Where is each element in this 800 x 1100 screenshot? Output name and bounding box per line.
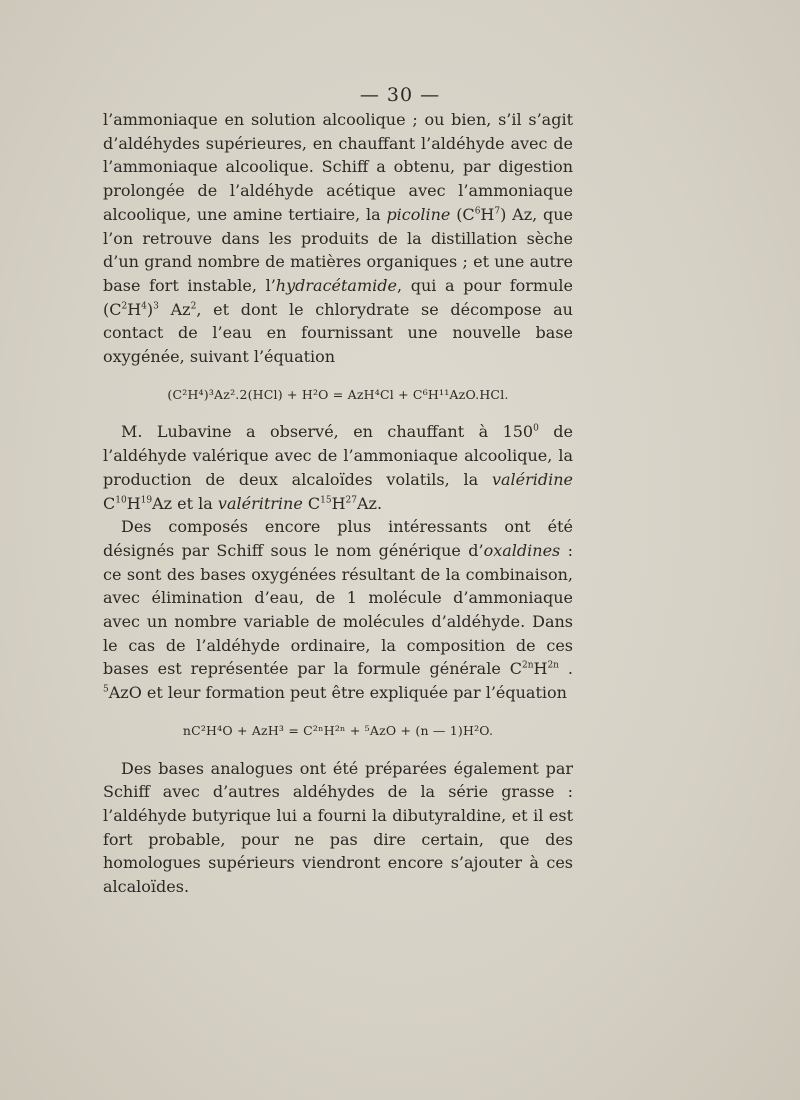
superscript: 7 <box>494 206 501 217</box>
paragraph-4: Des bases analogues ont été préparées également par Schiff avec d’autres aldéhydes de la série grasse : l’aldéhyde butyrique lui a fourni la dibutyraldine, et il est fort probable, pour ne pas dire certain, que des homologues supérieurs viendront encore s’ajouter à ces alcaloïdes. <box>103 758 573 897</box>
text-run: ) <box>146 299 154 319</box>
superscript: 0 <box>533 424 539 435</box>
text-run: C <box>302 493 321 513</box>
term-oxaldines: oxaldines <box>483 540 561 560</box>
text-run: H <box>126 493 141 513</box>
superscript: 27 <box>345 495 357 506</box>
superscript: 15 <box>320 495 332 506</box>
text-run: Az <box>158 299 191 319</box>
term-valeridine: valéridine <box>491 469 573 489</box>
text-run: l’ammoniaque en solution alcoolique ; ou bien, s’il s’agit d’aldéhydes supérieures, en chauffant l’aldéhyde avec de l’ammoniaque alcoolique. Schiff a obtenu, par digestion prolongée de l’aldéhyde acétique avec l’ammoniaque alcoolique, une amine tertiaire, la <box>103 110 573 224</box>
superscript: 2 <box>121 301 128 312</box>
text-run: H <box>533 659 548 679</box>
superscript: 19 <box>140 495 153 506</box>
text-run: Az et la <box>152 493 218 513</box>
term-hydracetamide: hydracétamide <box>275 275 397 295</box>
term-picoline: picoline <box>386 204 451 224</box>
paragraph-2 <box>103 420 573 515</box>
superscript: 3 <box>153 301 159 312</box>
text-run: . <box>558 659 573 679</box>
term-valeritrine: valéritrine <box>217 493 303 513</box>
superscript: 10 <box>115 495 127 506</box>
text-run: H <box>331 493 346 513</box>
superscript: 2n <box>521 661 534 672</box>
text-run: : ce sont des bases oxygénées résultant de la combinaison, avec élimination d’eau, de 1 molécule d’ammoniaque avec un nombre variable de molécules d’aldéhyde. Dans le cas de l’aldéhyde ordinaire, la composition de ces bases est représentée par la formule générale C <box>103 540 574 679</box>
text-run: C <box>103 493 116 513</box>
text-run: (C <box>450 204 475 224</box>
text-run: Des composés encore plus intéressants ont été désignés par Schiff sous le nom générique d’ <box>103 517 573 560</box>
text-run: Az. <box>357 493 383 513</box>
superscript: 6 <box>474 206 481 217</box>
superscript: 5 <box>103 684 109 695</box>
equation-1: (C²H⁴)³Az².2(HCl) + H²O = AzH⁴Cl + C⁶H¹¹AzO.HCl. <box>167 386 509 402</box>
superscript: 4 <box>141 301 147 312</box>
text-run: ) Az, que l’on retrouve dans les produits de la distillation sèche d’un grand nombre de matières organiques ; et une autre base fort instable, l’ <box>103 204 574 295</box>
body-text <box>103 108 573 899</box>
page-number: — 30 — <box>359 84 441 106</box>
equation-2: nC²H⁴O + AzH³ = C²ⁿH²ⁿ + ⁵AzO + (n — 1)H²O. <box>182 722 494 738</box>
text-run: H <box>127 299 142 319</box>
superscript: 2 <box>190 301 197 312</box>
paragraph-3 <box>103 515 573 705</box>
text-run: , qui a pour formule (C <box>103 275 573 319</box>
superscript: 2n <box>547 661 559 672</box>
text-run: de l’aldéhyde valérique avec de l’ammoniaque alcoolique, la production de deux alcaloïdes volatils, la <box>103 422 573 489</box>
text-run: AzO et leur formation peut être expliquée par l’équation <box>108 683 567 703</box>
text-run: , et dont le chlorydrate se décompose au contact de l’eau en fournissant une nouvelle base oxygénée, suivant l’équation <box>103 299 573 367</box>
text-run: H <box>480 204 495 224</box>
text-run: M. Lubavine a observé, en chauffant à 150 <box>121 422 534 442</box>
paragraph-1 <box>103 108 573 369</box>
